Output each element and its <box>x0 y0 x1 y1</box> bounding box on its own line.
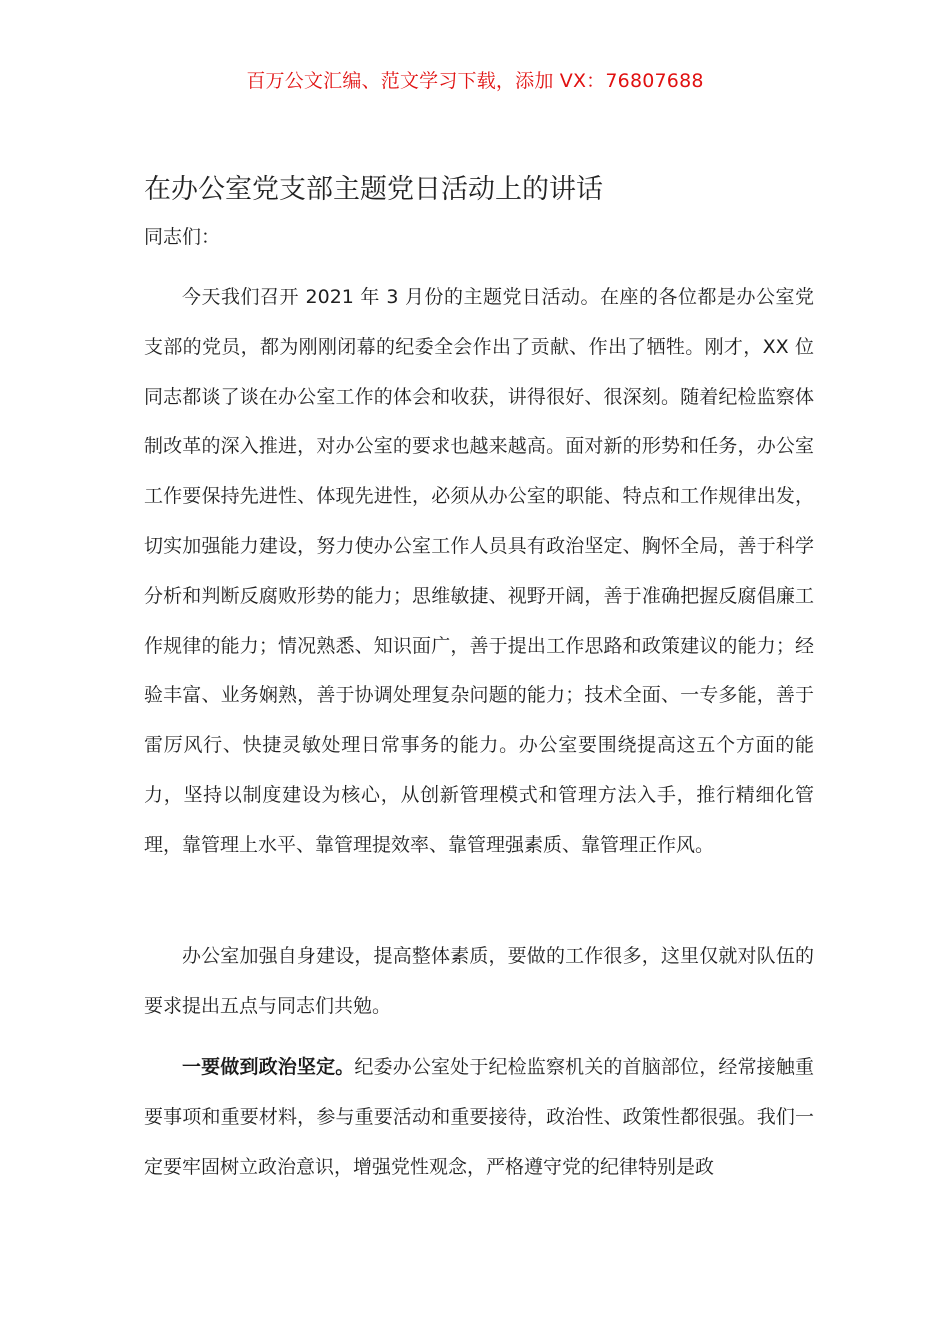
paragraph-lead-heading: 一要做到政治坚定。 <box>182 1056 355 1078</box>
promo-banner: 百万公文汇编、范文学习下载，添加 VX：76807688 <box>246 70 704 92</box>
body-paragraph-3 <box>144 1043 814 1192</box>
paragraph-text: 纪委办公室处于纪检监察机关的首脑部位，经常接触重要事项和重要材料，参与重要活动和重要接待，政治性、政策性都很强。我们一定要牢固树立政治意识，增强党性观念，严格遵守党的纪律特别是政 <box>144 1056 814 1178</box>
paragraph-text: 办公室加强自身建设，提高整体素质，要做的工作很多，这里仅就对队伍的要求提出五点与同志们共勉。 <box>144 945 814 1017</box>
body-paragraph-2 <box>144 932 814 1032</box>
document-title: 在办公室党支部主题党日活动上的讲话 <box>144 174 603 206</box>
paragraph-text: 今天我们召开 2021 年 3 月份的主题党日活动。在座的各位都是办公室党支部的党员，都为刚刚闭幕的纪委全会作出了贡献、作出了牺牲。刚才，XX 位同志都谈了谈在办公室工作的体会和收获，讲得很好、很深刻。随着纪检监察体制改革的深入推进，对办公室的要求也越来越高。面对新的形势和任务，办公室工作要保持先进性、体现先进性，必须从办公室的职能、特点和工作规律出发，切实加强能力建设，努力使办公室工作人员具有政治坚定、胸怀全局，善于科学分析和判断反腐败形势的能力；思维敏捷、视野开阔，善于准确把握反腐倡廉工作规律的能力；情况熟悉、知识面广，善于提出工作思路和政策建议的能力；经验丰富、业务娴熟，善于协调处理复杂问题的能力；技术全面、一专多能，善于雷厉风行、快捷灵敏处理日常事务的能力。办公室要围绕提高这五个方面的能力，坚持以制度建设为核心，从创新管理模式和管理方法入手，推行精细化管理，靠管理上水平、靠管理提效率、靠管理强素质、靠管理正作风。 <box>144 286 814 856</box>
body-paragraph-1 <box>144 273 814 871</box>
salutation: 同志们： <box>144 226 221 248</box>
